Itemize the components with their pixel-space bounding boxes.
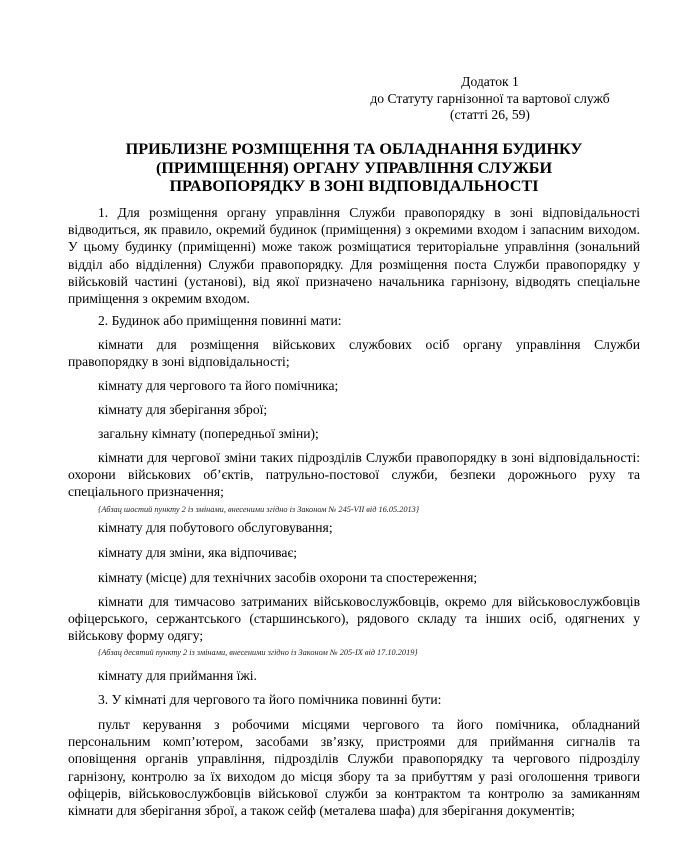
list-item-quarters: [68, 336, 640, 370]
paragraph-text: кімнату для приймання їжі.: [98, 668, 257, 683]
list-item-common-room: [68, 425, 640, 442]
appendix-header: [360, 74, 620, 124]
appendix-articles: (статті 26, 59): [450, 107, 530, 123]
title-line-3: ПРАВОПОРЯДКУ В ЗОНІ ВІДПОВІДАЛЬНОСТІ: [169, 177, 539, 196]
list-item-weapons-room: [68, 401, 640, 418]
title-line-1: ПРИБЛИЗНЕ РОЗМІЩЕННЯ ТА ОБЛАДНАННЯ БУДИНКУ: [125, 140, 583, 158]
list-item-control-panel: [68, 716, 640, 819]
paragraph-3: [68, 691, 640, 708]
paragraph-text: кімнати для чергової зміни таких підрозділів Служби правопорядку в зоні відповідальності: охорони військових об’єктів, патрульно-постової служби, безпеки дорожнього руху та спеціального призначення;: [68, 450, 640, 500]
appendix-reference: до Статуту гарнізонної та вартової служб: [370, 90, 610, 106]
list-item-rest-room: [68, 544, 640, 561]
list-item-duty-room: [68, 377, 640, 394]
paragraph-text: 1. Для розміщення органу управління Служби правопорядку в зоні відповідальності відводиться, як правило, окремий будинок (приміщення) з окремими входом і запасним виходом. У цьому будинку (приміщенні) може також розміщатися територіальне управління (зональний відділ або відділення) Служби правопорядку. Для розміщення поста Служби правопорядку у військовій частині (установі), від якої призначено начальника гарнізону, відводять спеціальне приміщення з окремим входом.: [68, 205, 640, 307]
amendment-note-2: {Абзац десятий пункту 2 із змінами, внесеними згідно із Законом № 205-IX від 17.10.2019}: [98, 648, 418, 657]
paragraph-text: кімнату для зміни, яка відпочиває;: [98, 545, 298, 560]
paragraph-text: кімнати для розміщення військових службових осіб органу управління Служби правопорядку в зоні відповідальності;: [68, 337, 640, 370]
paragraph-1: [68, 204, 640, 307]
amendment-note-1: {Абзац шостий пункту 2 із змінами, внесеними згідно із Законом № 245-VII від 16.05.2013}: [98, 505, 420, 514]
title-line-2: (ПРИМІЩЕННЯ) ОРГАНУ УПРАВЛІННЯ СЛУЖБИ: [155, 158, 553, 177]
list-item-service-room: [68, 519, 640, 536]
paragraph-text: пульт керування з робочими місцями чергового та його помічника, обладнаний персональним комп’ютером, засобами зв’язку, пристроями для приймання сигналів та оповіщення органів управління, підрозділів Служби правопорядку та чергового підрозділу гарнізону, контролю за їх виходом до місця збору та за прибуттям у разі оголошення тривоги офіцерів, військовослужбовців військової служби за контрактом та контролю за замиканням кімнати для зберігання зброї, а також сейф (металева шафа) для зберігання документів;: [68, 717, 640, 819]
list-item-detention-rooms: [68, 593, 640, 645]
paragraph-text: кімнату для зберігання зброї;: [98, 402, 268, 417]
list-item-dining-room: [68, 667, 640, 684]
paragraph-2: [68, 312, 640, 329]
paragraph-text: загальну кімнату (попередньої зміни);: [98, 426, 319, 441]
paragraph-text: кімнату для побутового обслуговування;: [98, 520, 333, 535]
paragraph-text: 3. У кімнаті для чергового та його помічника повинні бути:: [98, 692, 442, 707]
appendix-number: Додаток 1: [461, 74, 519, 89]
list-item-shift-rooms: [68, 449, 640, 501]
document-title: [68, 140, 640, 196]
list-item-technical-room: [68, 569, 640, 586]
paragraph-text: 2. Будинок або приміщення повинні мати:: [98, 313, 342, 328]
paragraph-text: кімнату для чергового та його помічника;: [98, 378, 339, 393]
paragraph-text: кімнати для тимчасово затриманих військовослужбовців, окремо для військовослужбовців офіцерського, сержантського (старшинського), рядового складу та інших осіб, одягнених у військову форму одягу;: [68, 594, 640, 644]
paragraph-text: кімнату (місце) для технічних засобів охорони та спостереження;: [98, 570, 478, 585]
